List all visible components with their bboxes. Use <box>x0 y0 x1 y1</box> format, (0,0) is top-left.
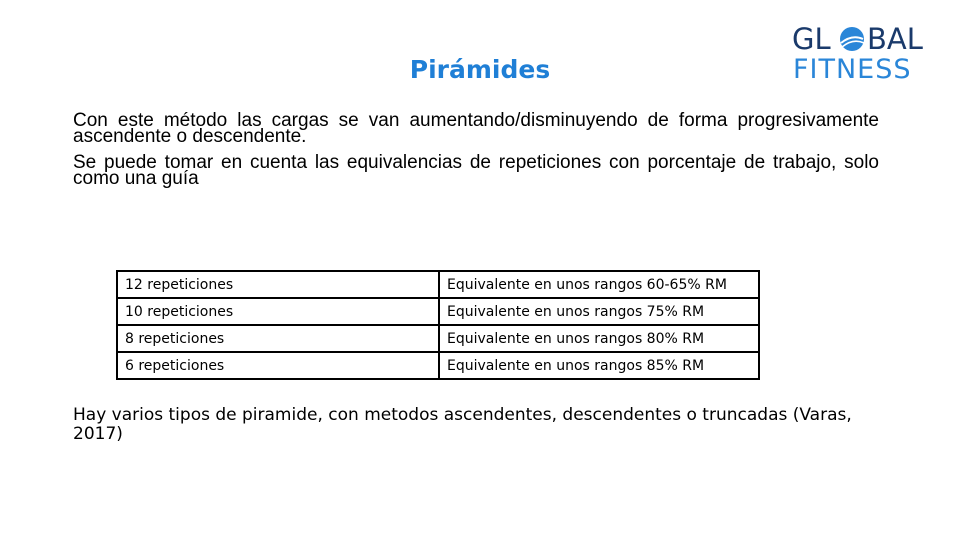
table-row <box>117 325 759 352</box>
logo-line2: FITNESS <box>793 54 912 82</box>
table-row <box>117 271 759 298</box>
logo-line1-start: GL <box>792 22 831 56</box>
globe-icon <box>840 27 864 51</box>
outro-text: Hay varios tipos de piramide, con metodos ascendentes, descendentes o truncadas (Varas, 2017) <box>73 405 852 444</box>
reps-cell: 8 repeticiones <box>117 325 439 352</box>
intro-paragraph-1: Con este método las cargas se van aumentando/disminuyendo de forma progresivamente ascendente o descendente. <box>73 110 879 147</box>
equivalence-cell: Equivalente en unos rangos 85% RM <box>439 352 759 379</box>
table-row <box>117 298 759 325</box>
logo-line1-end: BAL <box>867 22 923 56</box>
equivalence-cell: Equivalente en unos rangos 75% RM <box>439 298 759 325</box>
reps-cell: 12 repeticiones <box>117 271 439 298</box>
logo-graphic <box>792 20 937 82</box>
equivalence-cell: Equivalente en unos rangos 60-65% RM <box>439 271 759 298</box>
global-fitness-logo <box>792 20 937 82</box>
reps-cell: 6 repeticiones <box>117 352 439 379</box>
equivalence-cell: Equivalente en unos rangos 80% RM <box>439 325 759 352</box>
reps-cell: 10 repeticiones <box>117 298 439 325</box>
slide-title: Pirámides <box>409 55 551 84</box>
intro-paragraph-2: Se puede tomar en cuenta las equivalencias de repeticiones con porcentaje de trabajo, solo como una guía <box>73 152 879 189</box>
repetitions-table <box>116 270 760 380</box>
intro-text <box>73 110 879 197</box>
table-row <box>117 352 759 379</box>
